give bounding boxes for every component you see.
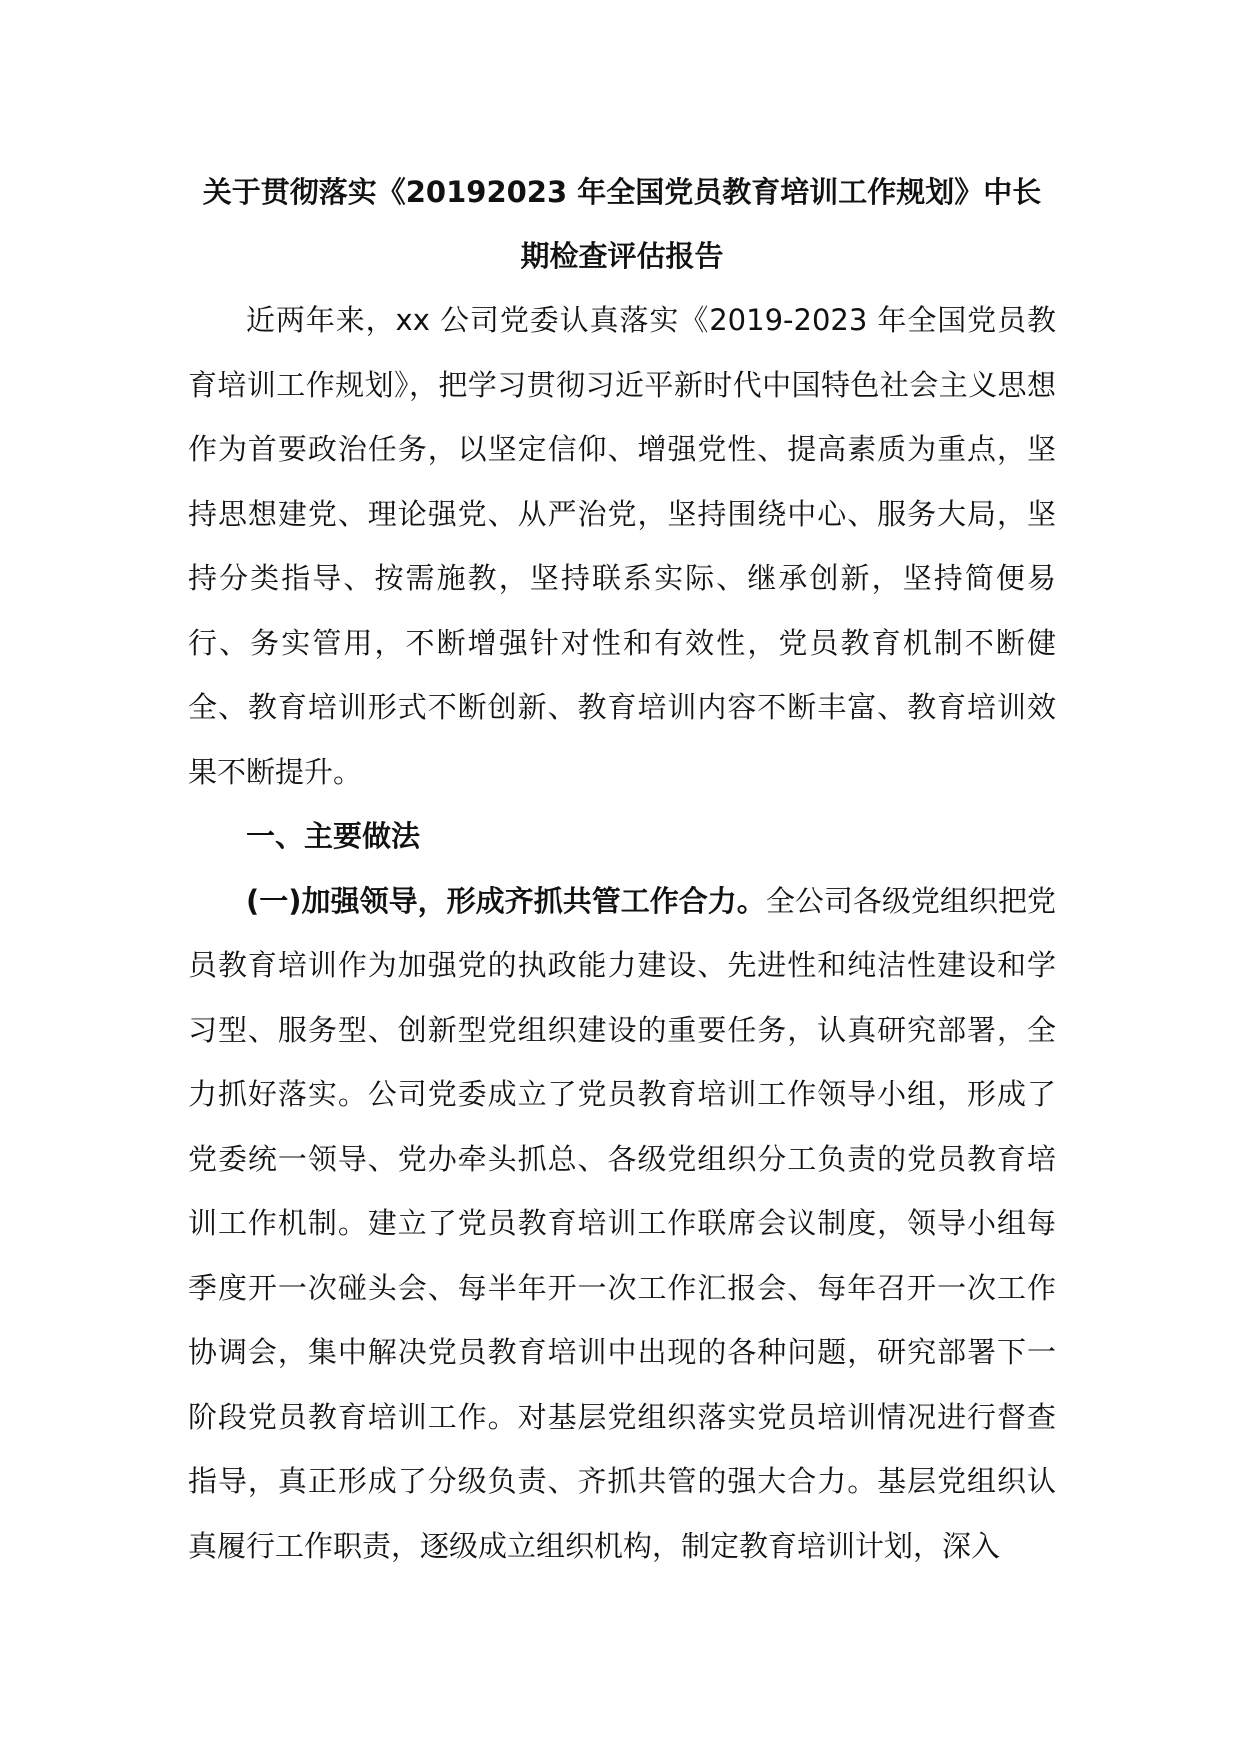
intro-paragraph: 近两年来，xx 公司党委认真落实《2019-2023 年全国党员教育培训工作规划》，把学习贯彻习近平新时代中国特色社会主义思想作为首要政治任务，以坚定信仰、增强党性、提高素质为重点，坚持思想建党、理论强党、从严治党，坚持围绕中心、服务大局，坚持分类指导、按需施教，坚持联系实际、继承创新，坚持简便易行、务实管用，不断增强针对性和有效性，党员教育机制不断健全、教育培训形式不断创新、教育培训内容不断丰富、教育培训效果不断提升。 xyxy=(188,303,1056,789)
section-heading: 一、主要做法 xyxy=(246,819,421,853)
subsection-paragraph xyxy=(188,869,1056,1579)
title-line-1: 关于贯彻落实《20192023 年全国党员教育培训工作规划》中长 xyxy=(202,175,1042,209)
document-page xyxy=(188,160,1056,1578)
document-title xyxy=(188,160,1056,288)
title-line-2: 期检查评估报告 xyxy=(520,239,724,273)
subsection-body: 全公司各级党组织把党员教育培训作为加强党的执政能力建设、先进性和纯洁性建设和学习型、服务型、创新型党组织建设的重要任务，认真研究部署，全力抓好落实。公司党委成立了党员教育培训工作领导小组，形成了党委统一领导、党办牵头抓总、各级党组织分工负责的党员教育培训工作机制。建立了党员教育培训工作联席会议制度，领导小组每季度开一次碰头会、每半年开一次工作汇报会、每年召开一次工作协调会，集中解决党员教育培训中出现的各种问题，研究部署下一阶段党员教育培训工作。对基层党组织落实党员培训情况进行督查指导，真正形成了分级负责、齐抓共管的强大合力。基层党组织认真履行工作职责，逐级成立组织机构，制定教育培训计划，深入 xyxy=(188,883,1056,1563)
subsection-lead: (一)加强领导，形成齐抓共管工作合力。 xyxy=(246,883,766,918)
